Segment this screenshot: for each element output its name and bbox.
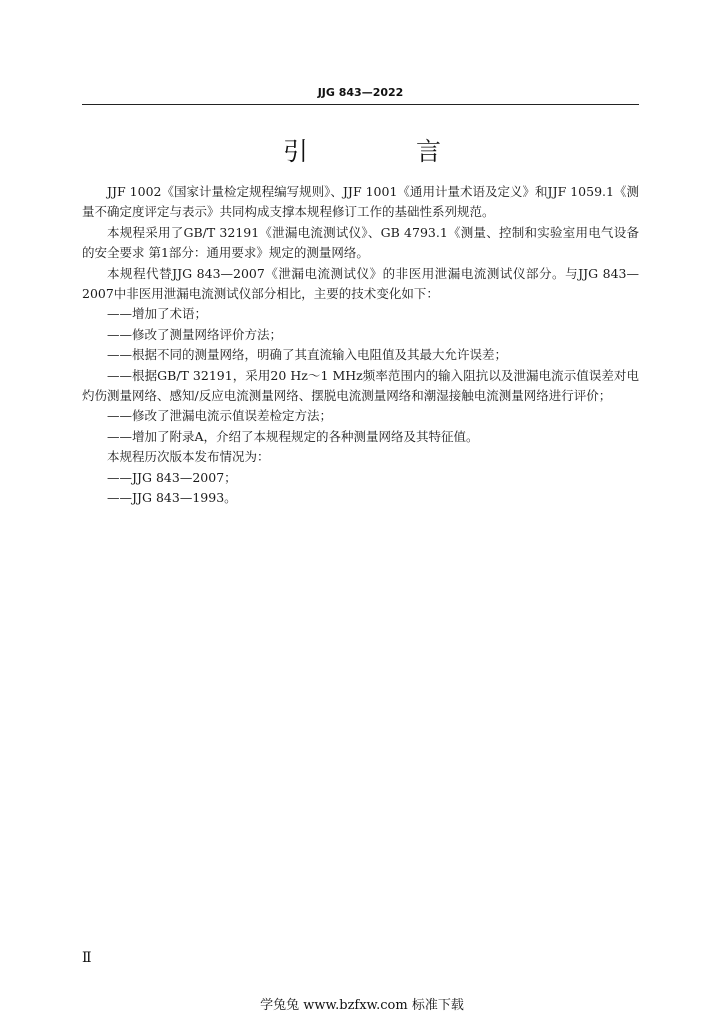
change-item: ——增加了术语； <box>107 306 208 322</box>
paragraph-foundation-standards: JJF 1002《国家计量检定规程编写规则》、JJF 1001《通用计量术语及定义》和JJF 1059.1《测量不确定度评定与表示》共同构成支撑本规程修订工作的基础性系列规范。 <box>82 184 639 220</box>
change-item: ——增加了附录A，介绍了本规程规定的各种测量网络及其特征值。 <box>107 428 479 444</box>
change-item: ——根据GB/T 32191，采用20 Hz～1 MHz频率范围内的输入阻抗以及泄漏电流示值误差对电灼伤测量网络、感知/反应电流测量网络、摆脱电流测量网络和潮湿接触电流测量网络进行评价； <box>82 367 639 404</box>
version-item: ——JJG 843—1993。 <box>107 490 237 506</box>
change-item: ——修改了泄漏电流示值误差检定方法； <box>107 408 333 424</box>
document-code-header: JJG 843—2022 <box>317 86 404 99</box>
header-divider <box>82 104 639 105</box>
change-item: ——修改了测量网络评价方法； <box>107 326 283 342</box>
section-title: 引 言 <box>283 137 491 166</box>
paragraph-replacement: 本规程代替JJG 843—2007《泄漏电流测试仪》的非医用泄漏电流测试仪部分。与JJG 843—2007中非医用泄漏电流测试仪部分相比，主要的技术变化如下： <box>82 265 639 302</box>
footer-watermark-text: 学兔兔 www.bzfxw.com 标准下载 <box>260 998 464 1013</box>
change-item: ——根据不同的测量网络，明确了其直流输入电阻值及其最大允许误差； <box>107 347 508 363</box>
page-number: Ⅱ <box>82 950 92 966</box>
version-item: ——JJG 843—2007； <box>107 469 237 485</box>
paragraph-version-history: 本规程历次版本发布情况为： <box>107 449 270 465</box>
paragraph-adopted-networks: 本规程采用了GB/T 32191《泄漏电流测试仪》、GB 4793.1《测量、控制和实验室用电气设备的安全要求 第1部分：通用要求》规定的测量网络。 <box>82 224 639 261</box>
body-text <box>82 182 639 509</box>
